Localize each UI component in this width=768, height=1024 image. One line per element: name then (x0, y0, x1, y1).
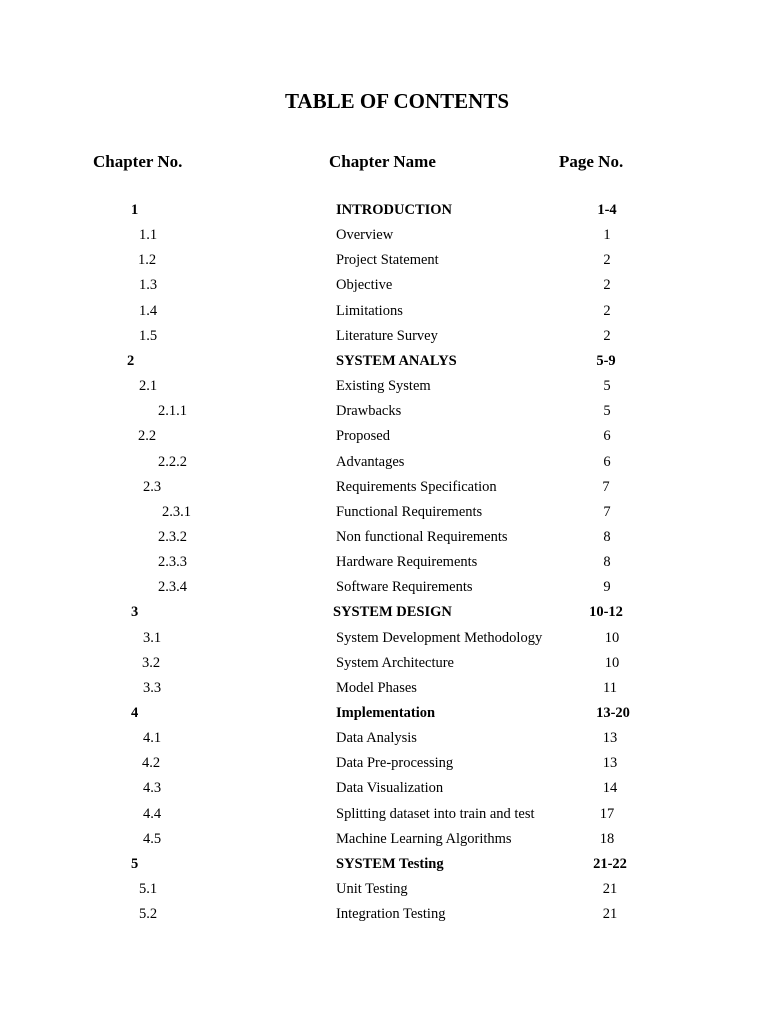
toc-page-number: 10 (604, 629, 620, 646)
toc-entry-row (0, 374, 768, 399)
toc-entry-row (0, 399, 768, 424)
toc-entry-row (0, 827, 768, 852)
toc-name: Data Analysis (336, 730, 417, 747)
toc-entry-row (0, 802, 768, 827)
toc-page-number: 7 (603, 503, 611, 520)
toc-entry-row (0, 525, 768, 550)
toc-number: 3.1 (143, 629, 162, 646)
toc-entry-row (0, 726, 768, 751)
toc-number: 5.1 (139, 881, 158, 898)
toc-number: 5.2 (139, 906, 158, 923)
toc-number: 2.1 (139, 378, 158, 395)
toc-name: Objective (336, 277, 393, 294)
toc-entry-row (0, 475, 768, 500)
toc-chapter-row (0, 198, 768, 223)
toc-name: Model Phases (336, 679, 417, 696)
toc-entry-row (0, 324, 768, 349)
toc-number: 1.2 (138, 252, 157, 269)
toc-page-number: 5 (603, 378, 611, 395)
toc-entry-row (0, 273, 768, 298)
toc-number: 5 (131, 855, 139, 872)
toc-number: 2.3.4 (158, 579, 187, 596)
toc-number: 1.1 (139, 227, 158, 244)
toc-number: 1.5 (139, 327, 158, 344)
toc-page-number: 17 (599, 805, 615, 822)
toc-entry-row (0, 299, 768, 324)
header-chapter-name: Chapter Name (329, 152, 436, 171)
toc-name: Splitting dataset into train and test (336, 805, 535, 822)
toc-entry-row (0, 651, 768, 676)
toc-page-number: 9 (603, 579, 611, 596)
toc-number: 4.3 (143, 780, 162, 797)
toc-page-number: 6 (603, 453, 611, 470)
toc-page-number: 2 (603, 327, 611, 344)
toc-number: 2.3.3 (158, 554, 187, 571)
toc-name: Drawbacks (336, 403, 402, 420)
toc-name: Integration Testing (336, 906, 446, 923)
toc-page-number: 2 (603, 252, 611, 269)
toc-page-number: 7 (602, 478, 610, 495)
toc-name: Non functional Requirements (336, 528, 508, 545)
toc-entry-row (0, 676, 768, 701)
toc-number: 3.3 (143, 679, 162, 696)
toc-page-number: 1 (603, 227, 611, 244)
toc-name: System Architecture (336, 654, 454, 671)
toc-entry-row (0, 877, 768, 902)
toc-name: Machine Learning Algorithms (336, 830, 512, 847)
toc-number: 1.4 (139, 302, 158, 319)
toc-number: 1.3 (139, 277, 158, 294)
toc-entry-row (0, 626, 768, 651)
toc-name: Project Statement (336, 252, 439, 269)
toc-number: 2 (127, 352, 135, 369)
toc-page-number: 18 (599, 830, 615, 847)
header-page-no: Page No. (559, 152, 624, 171)
toc-number: 2.3.2 (158, 528, 187, 545)
toc-entry-row (0, 450, 768, 475)
toc-name: Software Requirements (336, 579, 473, 596)
header-chapter-no: Chapter No. (93, 152, 183, 171)
toc-entry-row (0, 248, 768, 273)
toc-entry-row (0, 575, 768, 600)
toc-page-number: 8 (603, 528, 611, 545)
toc-page-number: 2 (603, 302, 611, 319)
toc-number: 2.2.2 (158, 453, 187, 470)
toc-name: SYSTEM ANALYS (336, 352, 457, 369)
toc-entry-row (0, 223, 768, 248)
toc-name: Existing System (336, 378, 431, 395)
toc-name: SYSTEM Testing (336, 855, 444, 872)
toc-number: 4.5 (143, 830, 162, 847)
toc-name: Unit Testing (336, 881, 408, 898)
toc-name: System Development Methodology (336, 629, 543, 646)
toc-name: SYSTEM DESIGN (333, 604, 452, 621)
toc-page-number: 11 (603, 679, 617, 696)
toc-page-number: 13-20 (596, 705, 630, 721)
toc-name: Limitations (336, 302, 403, 319)
toc-page-number: 14 (602, 780, 618, 797)
toc-entry-row (0, 500, 768, 525)
toc-page-number: 2 (603, 277, 611, 294)
toc-chapter-row (0, 600, 768, 625)
toc-number: 4.2 (142, 755, 161, 772)
toc-name: Data Visualization (336, 780, 444, 797)
toc-number: 1 (131, 202, 139, 218)
toc-number: 2.3.1 (162, 503, 191, 520)
toc-name: Advantages (336, 453, 405, 470)
toc-entry-row (0, 424, 768, 449)
toc-number: 2.2 (138, 428, 157, 445)
toc-page-number: 5 (603, 403, 611, 420)
toc-page-number: 10-12 (589, 604, 623, 621)
toc-entry-row (0, 776, 768, 801)
toc-chapter-row (0, 349, 768, 374)
toc-chapter-row (0, 852, 768, 877)
toc-chapter-row (0, 701, 768, 726)
toc-number: 3.2 (142, 654, 161, 671)
toc-page-number: 21 (602, 906, 618, 923)
toc-name: Data Pre-processing (336, 755, 454, 772)
toc-number: 4 (131, 705, 139, 721)
toc-name: Hardware Requirements (336, 554, 478, 571)
toc-page-number: 13 (602, 730, 618, 747)
toc-name: Proposed (336, 428, 390, 445)
toc-name: Implementation (336, 705, 436, 721)
toc-number: 4.1 (143, 730, 162, 747)
toc-number: 3 (131, 604, 139, 621)
toc-entry-row (0, 550, 768, 575)
toc-number: 2.3 (143, 478, 162, 495)
toc-name: Requirements Specification (336, 478, 497, 495)
toc-name: Overview (336, 227, 394, 244)
toc-page-number: 8 (603, 554, 611, 571)
toc-page-number: 21 (602, 881, 618, 898)
page-title: TABLE OF CONTENTS (284, 89, 510, 113)
toc-page-number: 5-9 (596, 352, 616, 369)
toc-name: INTRODUCTION (336, 202, 453, 218)
toc-entry-row (0, 902, 768, 927)
toc-number: 4.4 (143, 805, 162, 822)
toc-page-number: 10 (604, 654, 620, 671)
toc-page-number: 13 (602, 755, 618, 772)
toc-name: Literature Survey (336, 327, 438, 344)
toc-name: Functional Requirements (336, 503, 483, 520)
toc-page-number: 21-22 (593, 855, 627, 872)
toc-page-number: 6 (603, 428, 611, 445)
toc-entry-row (0, 751, 768, 776)
toc-page-number: 1-4 (597, 202, 617, 218)
toc-number: 2.1.1 (158, 403, 187, 420)
